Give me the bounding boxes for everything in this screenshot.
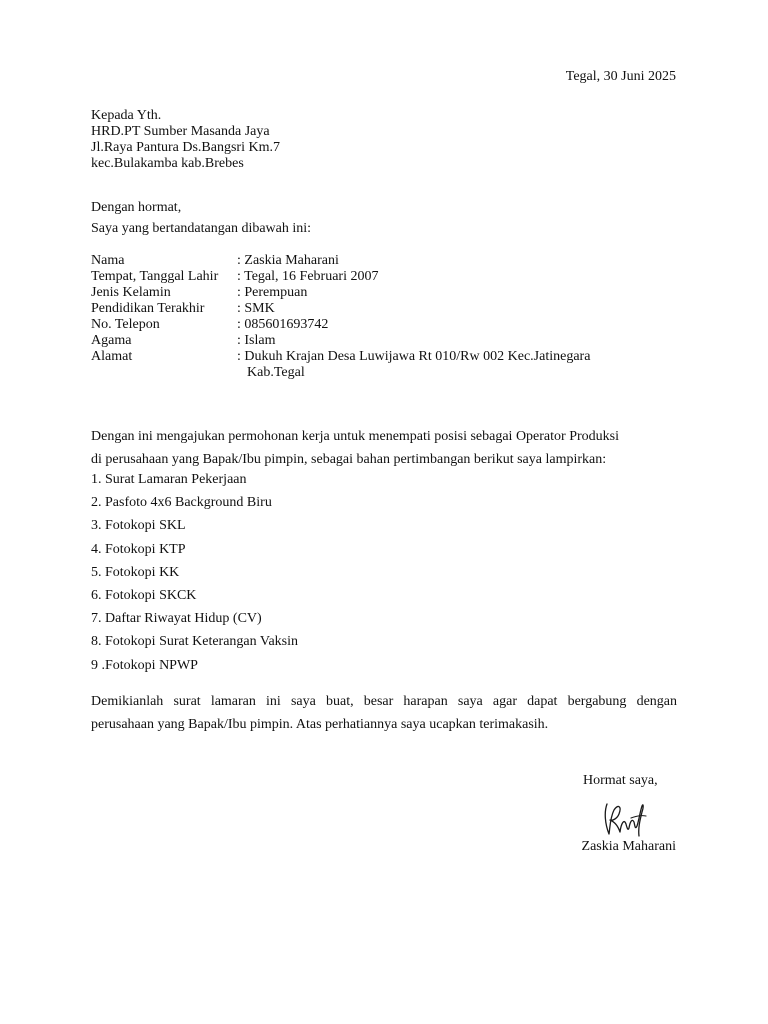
identity-value: : Islam <box>237 333 276 348</box>
identity-row <box>91 349 590 365</box>
closing-paragraph <box>91 690 677 736</box>
identity-value: : SMK <box>237 301 275 316</box>
body-line: di perusahaan yang Bapak/Ibu pimpin, sebagai bahan pertimbangan berikut saya lampirkan: <box>91 452 607 467</box>
handwritten-signature <box>598 798 648 840</box>
identity-label: Tempat, Tanggal Lahir <box>91 269 219 284</box>
attachment-item: 4. Fotokopi KTP <box>91 541 186 557</box>
closing-line: Demikianlah surat lamaran ini saya buat, besar harapan saya agar dapat bergabung dengan <box>91 694 677 709</box>
recipient-line: Kepada Yth. <box>91 108 162 123</box>
identity-row <box>91 301 590 317</box>
identity-row <box>91 285 590 301</box>
address-continuation: Kab.Tegal <box>247 365 305 380</box>
body-paragraph <box>91 425 677 471</box>
recipient-address-block <box>91 108 280 172</box>
attachment-item: 2. Pasfoto 4x6 Background Biru <box>91 495 272 511</box>
identity-value: : Dukuh Krajan Desa Luwijawa Rt 010/Rw 002 Kec.Jatinegara <box>237 349 591 364</box>
identity-label: Jenis Kelamin <box>91 285 171 300</box>
identity-label: No. Telepon <box>91 317 160 332</box>
greeting-block <box>91 198 311 240</box>
body-line: Dengan ini mengajukan permohonan kerja untuk menempati posisi sebagai Operator Produksi <box>91 429 619 444</box>
identity-label: Pendidikan Terakhir <box>91 301 205 316</box>
letter-date: Tegal, 30 Juni 2025 <box>565 69 676 84</box>
recipient-line: kec.Bulakamba kab.Brebes <box>91 156 244 171</box>
attachment-item: 6. Fotokopi SKCK <box>91 587 197 603</box>
identity-table <box>91 253 590 381</box>
identity-value: : Tegal, 16 Februari 2007 <box>237 269 379 284</box>
attachment-item: 5. Fotokopi KK <box>91 564 180 580</box>
intro-line: Saya yang bertandatangan dibawah ini: <box>91 221 312 236</box>
sign-off-phrase: Hormat saya, <box>583 773 658 788</box>
recipient-line: HRD.PT Sumber Masanda Jaya <box>91 124 270 139</box>
identity-label: Alamat <box>91 349 133 364</box>
identity-row <box>91 317 590 333</box>
signer-name: Zaskia Maharani <box>581 839 676 854</box>
identity-row <box>91 269 590 285</box>
attachment-list <box>91 468 298 677</box>
closing-line: perusahaan yang Bapak/Ibu pimpin. Atas perhatiannya saya ucapkan terimakasih. <box>91 717 549 732</box>
identity-row <box>91 253 590 269</box>
salutation: Dengan hormat, <box>91 200 182 215</box>
attachment-item: 3. Fotokopi SKL <box>91 518 186 534</box>
identity-label: Agama <box>91 333 132 348</box>
identity-label: Nama <box>91 253 125 268</box>
identity-value: : 085601693742 <box>237 317 329 332</box>
attachment-item: 1. Surat Lamaran Pekerjaan <box>91 472 247 487</box>
attachment-item: 8. Fotokopi Surat Keterangan Vaksin <box>91 634 298 650</box>
recipient-line: Jl.Raya Pantura Ds.Bangsri Km.7 <box>91 140 280 155</box>
identity-row <box>91 333 590 349</box>
attachment-item: 7. Daftar Riwayat Hidup (CV) <box>91 611 262 627</box>
identity-value: : Zaskia Maharani <box>237 253 339 268</box>
identity-value: : Perempuan <box>237 285 308 300</box>
attachment-item: 9 .Fotokopi NPWP <box>91 657 198 673</box>
